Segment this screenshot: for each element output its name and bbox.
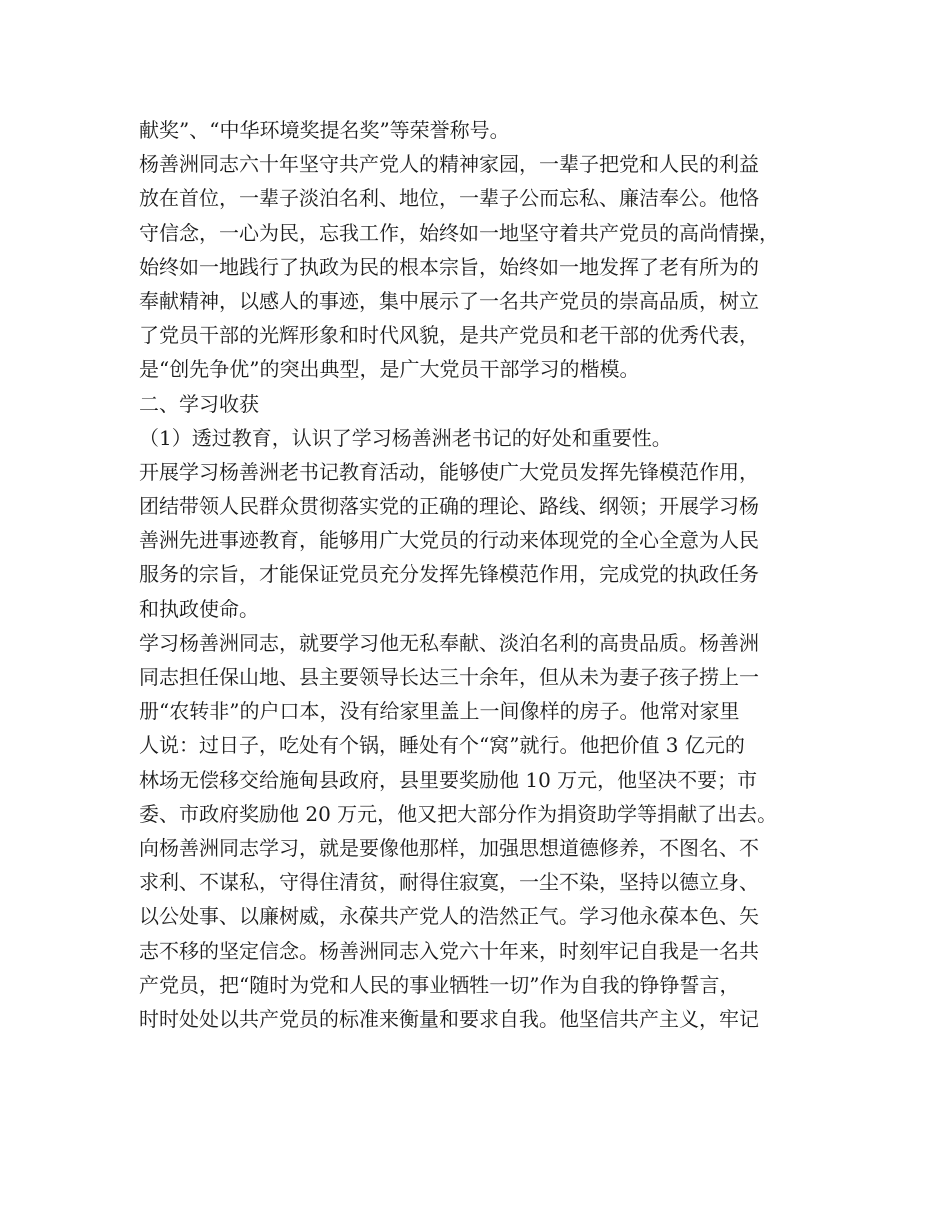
subsection-heading: （1）透过教育，认识了学习杨善洲老书记的好处和重要性。 — [139, 425, 672, 450]
text-line: 林场无偿移交给施甸县政府，县里要奖励他 10 万元，他坚决不要；市 — [139, 767, 758, 792]
text-line: 放在首位，一辈子淡泊名利、地位，一辈子公而忘私、廉洁奉公。他恪 — [139, 186, 759, 211]
body-text — [139, 113, 829, 1036]
text-line: 开展学习杨善洲老书记教育活动，能够使广大党员发挥先锋模范作用， — [139, 459, 759, 484]
text-line: 以公处事、以廉树威，永葆共产党人的浩然正气。学习他永葆本色、矢 — [139, 904, 759, 929]
text-line: 和执政使命。 — [139, 596, 259, 621]
text-line: 奉献精神，以感人的事迹，集中展示了一名共产党员的崇高品质，树立 — [139, 288, 759, 313]
text-line: 了党员干部的光辉形象和时代风貌，是共产党员和老干部的优秀代表， — [139, 323, 759, 348]
text-line: 守信念，一心为民，忘我工作，始终如一地坚守着共产党员的高尚情操， — [139, 220, 779, 245]
text-line: 册“农转非”的户口本，没有给家里盖上一间像样的房子。他常对家里 — [139, 699, 740, 724]
text-line: 志不移的坚定信念。杨善洲同志入党六十年来，时刻牢记自我是一名共 — [139, 938, 759, 963]
text-line: 同志担任保山地、县主要领导长达三十余年，但从未为妻子孩子捞上一 — [139, 665, 759, 689]
text-line: 服务的宗旨，才能保证党员充分发挥先锋模范作用，完成党的执政任务 — [139, 562, 759, 587]
text-line: 献奖”、“中华环境奖提名奖”等荣誉称号。 — [139, 118, 510, 142]
text-line: 善洲先进事迹教育，能够用广大党员的行动来体现党的全心全意为人民 — [139, 528, 759, 553]
text-line: 时时处处以共产党员的标准来衡量和要求自我。他坚信共产主义，牢记 — [139, 1006, 759, 1031]
text-line: 向杨善洲同志学习，就是要像他那样，加强思想道德修养，不图名、不 — [139, 835, 759, 860]
text-line: 始终如一地践行了执政为民的根本宗旨，始终如一地发挥了老有所为的 — [139, 254, 759, 279]
text-line: 是“创先争优”的突出典型，是广大党员干部学习的楷模。 — [139, 357, 640, 382]
text-line: 团结带领人民群众贯彻落实党的正确的理论、路线、纲领；开展学习杨 — [139, 494, 759, 519]
text-line: 学习杨善洲同志，就要学习他无私奉献、淡泊名利的高贵品质。杨善洲 — [139, 630, 759, 655]
text-line: 求利、不谋私，守得住清贫，耐得住寂寞，一尘不染，坚持以德立身、 — [139, 870, 759, 895]
text-line: 委、市政府奖励他 20 万元，他又把大部分作为捐资助学等捐献了出去。 — [139, 801, 778, 826]
section-heading: 二、学习收获 — [139, 391, 259, 416]
text-line: 产党员，把“随时为党和人民的事业牺牲一切”作为自我的铮铮誓言， — [139, 972, 740, 997]
text-line: 杨善洲同志六十年坚守共产党人的精神家园，一辈子把党和人民的利益 — [139, 152, 759, 177]
text-line: 人说：过日子，吃处有个锅，睡处有个“窝”就行。他把价值 3 亿元的 — [139, 733, 745, 758]
